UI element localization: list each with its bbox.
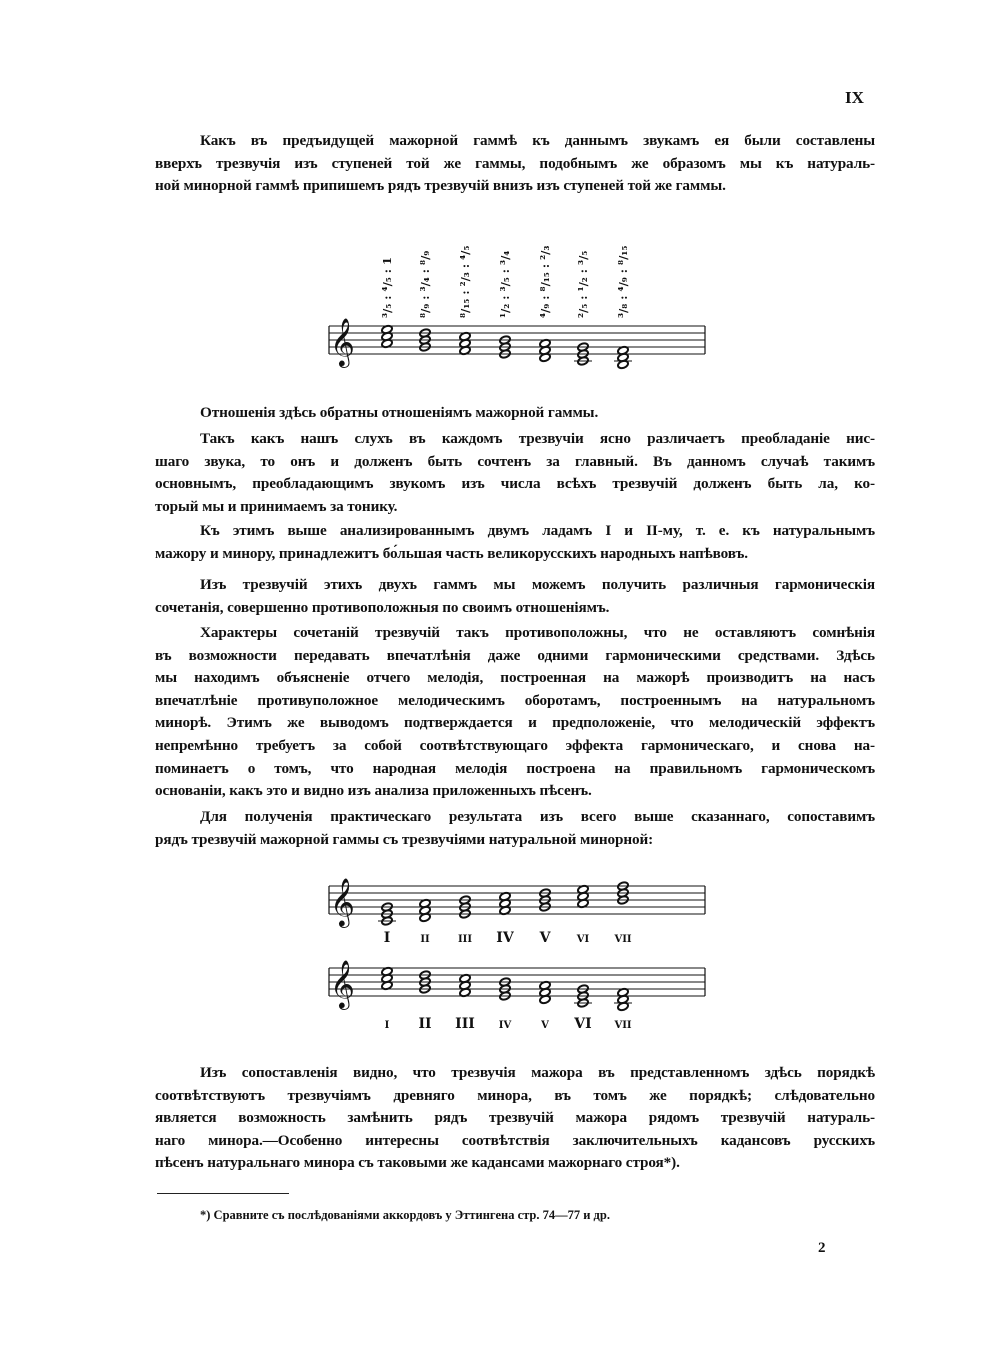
triad-chord xyxy=(539,339,551,363)
natural-minor-triads-staff xyxy=(325,958,715,1040)
paragraph-conclusion xyxy=(155,1062,875,1175)
paragraph-ratios-note xyxy=(155,402,875,425)
roman-numeral: VI xyxy=(576,934,590,945)
natural-minor-triads-example xyxy=(325,958,715,1040)
treble-clef-icon: 𝄞 xyxy=(330,317,355,366)
text-line: мы находимъ объясненіе отчего мелодія, построенная на мажорѣ производитъ на насъ xyxy=(155,669,875,687)
roman-numeral: VI xyxy=(574,1016,592,1032)
text-line: мажору и минору, принадлежитъ бо́льшая часть великорусскихъ народныхъ напѣвовъ. xyxy=(155,544,748,562)
minor-triads-example xyxy=(325,222,715,392)
paragraph-characters xyxy=(155,622,875,803)
triad-chord xyxy=(539,981,551,1005)
roman-numeral: V xyxy=(541,1020,549,1031)
ratio-label: ⁸/₉ : ³/₄ : ⁸/₉ xyxy=(418,250,432,318)
roman-numeral: V xyxy=(539,930,551,946)
text-line: вверхъ трезвучія изъ ступеней той же гаммы, подобнымъ же образомъ мы къ натураль- xyxy=(155,154,875,172)
staff-lines xyxy=(329,959,705,1010)
roman-numeral: I xyxy=(384,1020,390,1031)
roman-numeral: II xyxy=(420,934,430,945)
major-triads-staff xyxy=(325,874,715,952)
text-line: шаго звука, то онъ и долженъ быть сочтенъ за главный. Въ данномъ случаѣ такимъ xyxy=(155,452,875,470)
text-line: Такъ какъ нашъ слухъ въ каждомъ трезвучіи ясно различаетъ преобладаніе нис- xyxy=(200,430,875,447)
staff-lines xyxy=(329,317,705,368)
triad-chord xyxy=(614,988,632,1012)
roman-numeral: VII xyxy=(614,934,632,945)
paragraph-intro xyxy=(155,130,875,198)
text-line: торый мы и принимаемъ за тонику. xyxy=(155,497,398,515)
triad-chord xyxy=(419,899,431,923)
footnote: *) Сравните съ послѣдованіями аккордовъ у Эттингена стр. 74—77 и др. xyxy=(200,1208,610,1222)
text-line: Изъ трезвучій этихъ двухъ гаммъ мы можемъ получить различныя гармоническія xyxy=(200,576,875,593)
treble-clef-icon: 𝄞 xyxy=(330,959,355,1008)
paragraph-tonic xyxy=(155,428,875,518)
text-line: въ возможности передавать впечатлѣнія даже одними гармоническими средствами. Здѣсь xyxy=(155,646,875,664)
ratio-label: ³/₈ : ⁴/₉ : ⁸/₁₅ xyxy=(616,245,630,318)
text-line: сочетанія, совершенно противоположныя по своимъ отношеніямъ. xyxy=(155,598,610,616)
text-line: впечатлѣніе противуположное мелодическимъ оборотамъ, построеннымъ на натуральномъ xyxy=(155,691,875,709)
text-line: основнымъ, преобладающимъ звукомъ изъ числа всѣхъ трезвучій долженъ быть ла, ко- xyxy=(155,475,875,493)
ratio-label: ²/₅ : ¹/₂ : ³/₅ xyxy=(576,250,590,318)
triad-chord xyxy=(614,346,632,370)
treble-clef-icon: 𝄞 xyxy=(330,877,355,926)
staff-lines xyxy=(329,877,705,928)
text-line: ной минорной гаммѣ припишемъ рядъ трезвучій внизъ изъ ступеней той же гаммы. xyxy=(155,177,726,195)
text-line: основаніи, какъ это и видно изъ анализа приложенныхъ пѣсенъ. xyxy=(155,782,592,800)
ratio-label: ⁸/₁₅ : ²/₃ : ⁴/₅ xyxy=(458,245,472,318)
ratio-label: ³/₅ : ⁴/₅ : 1 xyxy=(380,256,394,318)
ratio-label: ⁴/₉ : ⁸/₁₅ : ²/₃ xyxy=(538,245,552,318)
triad-chord xyxy=(499,892,511,916)
text-line: Какъ въ предъидущей мажорной гаммѣ къ даннымъ звукамъ ея были составлены xyxy=(200,132,875,149)
triad-chord xyxy=(577,885,589,909)
roman-numeral: III xyxy=(457,934,473,945)
text-line: Отношенія здѣсь обратны отношеніямъ мажорной гаммы. xyxy=(200,404,599,421)
text-line: Къ этимъ выше анализированнымъ двумъ ладамъ I и II-му, т. е. къ натуральнымъ xyxy=(200,522,875,539)
triad-chord xyxy=(459,974,471,998)
paragraph-modes xyxy=(155,520,875,565)
page-number-bottom: 2 xyxy=(818,1240,826,1256)
triad-chord xyxy=(459,332,471,356)
text-line: соотвѣтствуютъ трезвучіямъ древняго минора, въ томъ же порядкѣ; слѣдовательно xyxy=(155,1086,875,1104)
paragraph-combinations xyxy=(155,574,875,619)
roman-numeral: IV xyxy=(498,1020,512,1031)
text-line: пѣсенъ натуральнаго минора съ таковыми же кадансами мажорнаго строя*). xyxy=(155,1154,680,1172)
text-line: непремѣнно требуетъ за собой соотвѣтствующаго эффекта гармоническаго, и снова на- xyxy=(155,736,875,754)
roman-numeral: VII xyxy=(614,1020,632,1031)
roman-numeral: IV xyxy=(496,930,514,946)
text-line: является возможность замѣнить рядъ трезвучій мажора рядомъ трезвучій натураль- xyxy=(155,1109,875,1127)
footnote-rule xyxy=(157,1193,289,1194)
minor-triads-staff xyxy=(325,222,715,392)
text-line: поминаетъ о томъ, что народная мелодія построена на правильномъ гармоническомъ xyxy=(155,759,875,777)
major-triads-example xyxy=(325,874,715,952)
text-line: минорѣ. Этимъ же выводомъ подтверждается и предположеніе, что мелодическій эффектъ xyxy=(155,714,875,732)
text-line: рядъ трезвучій мажорной гаммы съ трезвучіями натуральной минорной: xyxy=(155,830,654,848)
roman-numeral: II xyxy=(418,1016,432,1032)
roman-numeral: III xyxy=(455,1016,475,1032)
page-number-top: IX xyxy=(845,88,864,107)
roman-numeral: I xyxy=(383,930,391,946)
text-line: Изъ сопоставленія видно, что трезвучія мажора въ представленномъ здѣсь порядкѣ xyxy=(200,1064,875,1081)
text-line: Характеры сочетаній трезвучій такъ противоположны, что не оставляютъ сомнѣнія xyxy=(200,624,875,641)
triad-chord xyxy=(381,967,393,991)
paragraph-comparison xyxy=(155,806,875,851)
text-line: наго минора.—Особенно интересны соотвѣтствія заключительныхъ кадансовъ русскихъ xyxy=(155,1131,875,1149)
text-line: Для полученія практическаго результата изъ всего выше сказаннаго, сопоставимъ xyxy=(200,808,875,825)
ratio-label: ¹/₂ : ³/₅ : ³/₄ xyxy=(498,250,512,318)
triad-chord xyxy=(381,325,393,349)
